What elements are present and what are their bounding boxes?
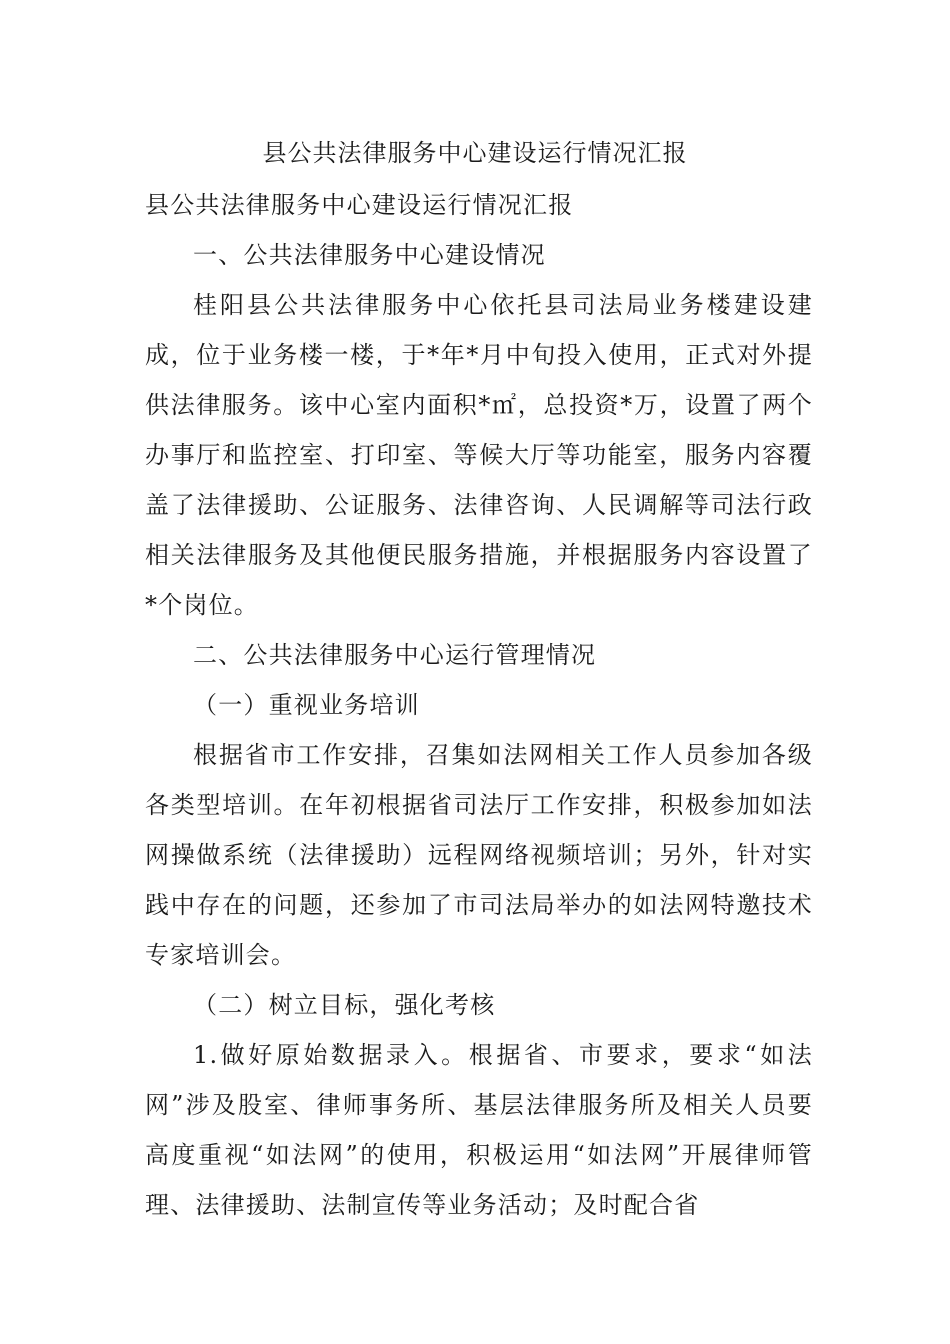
subsection-2-paragraph: 1.做好原始数据录入。根据省、市要求，要求“如法网”涉及股室、律师事务所、基层法律服务所及相关人员要高度重视“如法网”的使用，积极运用“如法网”开展律师管理、法律援助、法制宣传等业务活动；及时配合省 <box>145 1041 813 1219</box>
document-title: 县公共法律服务中心建设运行情况汇报 <box>262 139 688 167</box>
section-2-heading: 二、公共法律服务中心运行管理情况 <box>193 641 597 669</box>
section-1-paragraph: 桂阳县公共法律服务中心依托县司法局业务楼建设建成，位于业务楼一楼，于*年*月中旬投入使用，正式对外提供法律服务。该中心室内面积*㎡，总投资*万，设置了两个办事厅和监控室、打印室、等候大厅等功能室，服务内容覆盖了法律援助、公证服务、法律咨询、人民调解等司法行政相关法律服务及其他便民服务措施，并根据服务内容设置了*个岗位。 <box>145 291 813 619</box>
subsection-1-paragraph: 根据省市工作安排，召集如法网相关工作人员参加各级各类型培训。在年初根据省司法厅工作安排，积极参加如法网操做系统（法律援助）远程网络视频培训；另外，针对实践中存在的问题，还参加了市司法局举办的如法网特邀技术专家培训会。 <box>145 741 813 969</box>
subsection-1-heading: （一）重视业务培训 <box>193 691 420 719</box>
document-body <box>145 180 813 1230</box>
repeat-title: 县公共法律服务中心建设运行情况汇报 <box>145 191 574 219</box>
section-1-heading: 一、公共法律服务中心建设情况 <box>193 241 546 269</box>
subsection-2-heading: （二）树立目标，强化考核 <box>193 991 496 1019</box>
